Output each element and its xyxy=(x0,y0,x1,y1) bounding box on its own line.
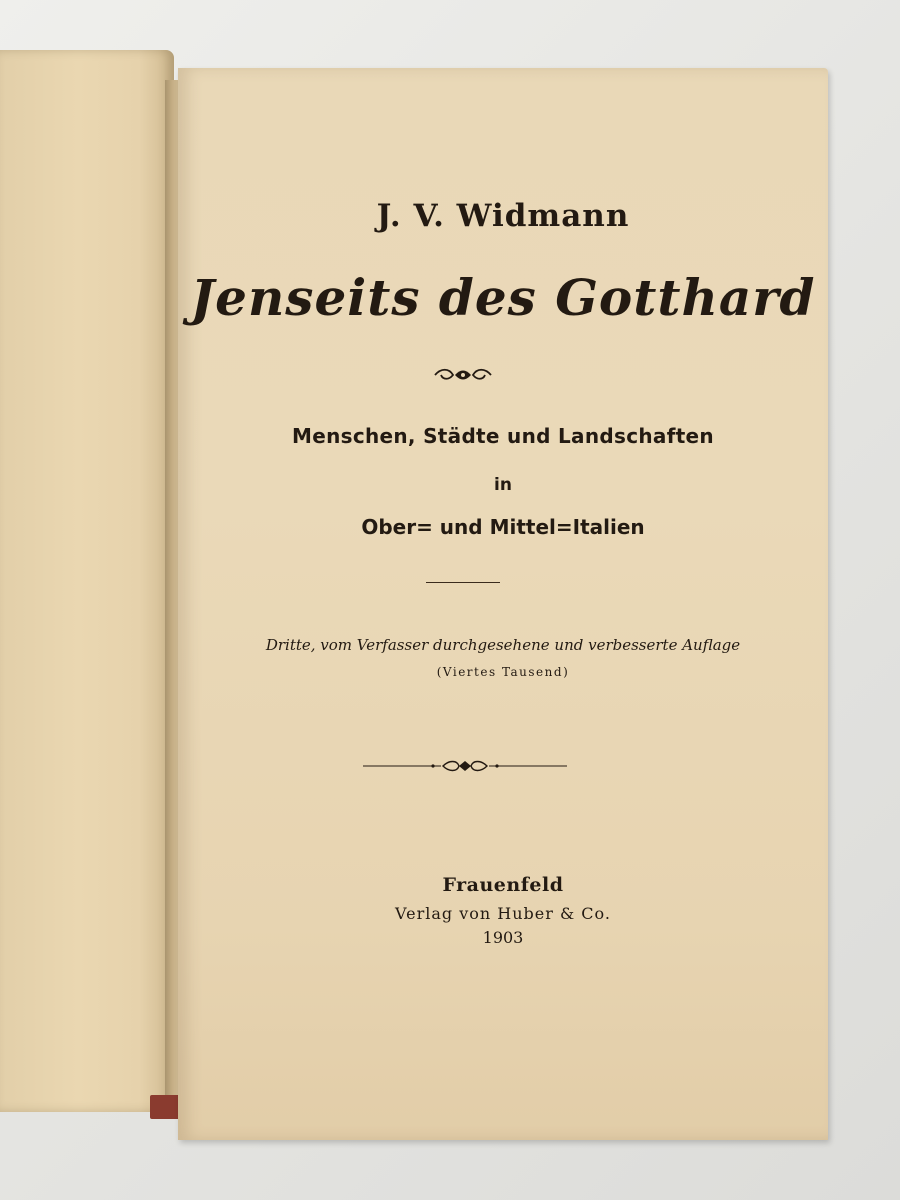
title-page xyxy=(178,68,828,1140)
region-line: Ober= und Mittel=Italien xyxy=(361,515,645,539)
publication-place: Frauenfeld xyxy=(442,874,564,896)
subtitle: Menschen, Städte und Landschaften xyxy=(292,424,714,448)
book-title: Jenseits des Gotthard xyxy=(190,268,816,327)
divider-rule xyxy=(426,582,500,583)
author-name: J. V. Widmann xyxy=(376,198,630,234)
publication-year: 1903 xyxy=(482,928,524,947)
edition-line: Dritte, vom Verfasser durchgesehene und verbesserte Auflage xyxy=(265,636,741,654)
small-ornament xyxy=(431,364,495,390)
title-page-content xyxy=(178,68,828,1140)
printing-line: (Viertes Tausend) xyxy=(436,665,570,679)
book-binding-edge xyxy=(150,1095,180,1119)
publisher-name: Verlag von Huber & Co. xyxy=(395,904,611,923)
decorative-divider xyxy=(363,758,567,778)
subtitle-in: in xyxy=(494,475,512,495)
left-page xyxy=(0,50,174,1112)
